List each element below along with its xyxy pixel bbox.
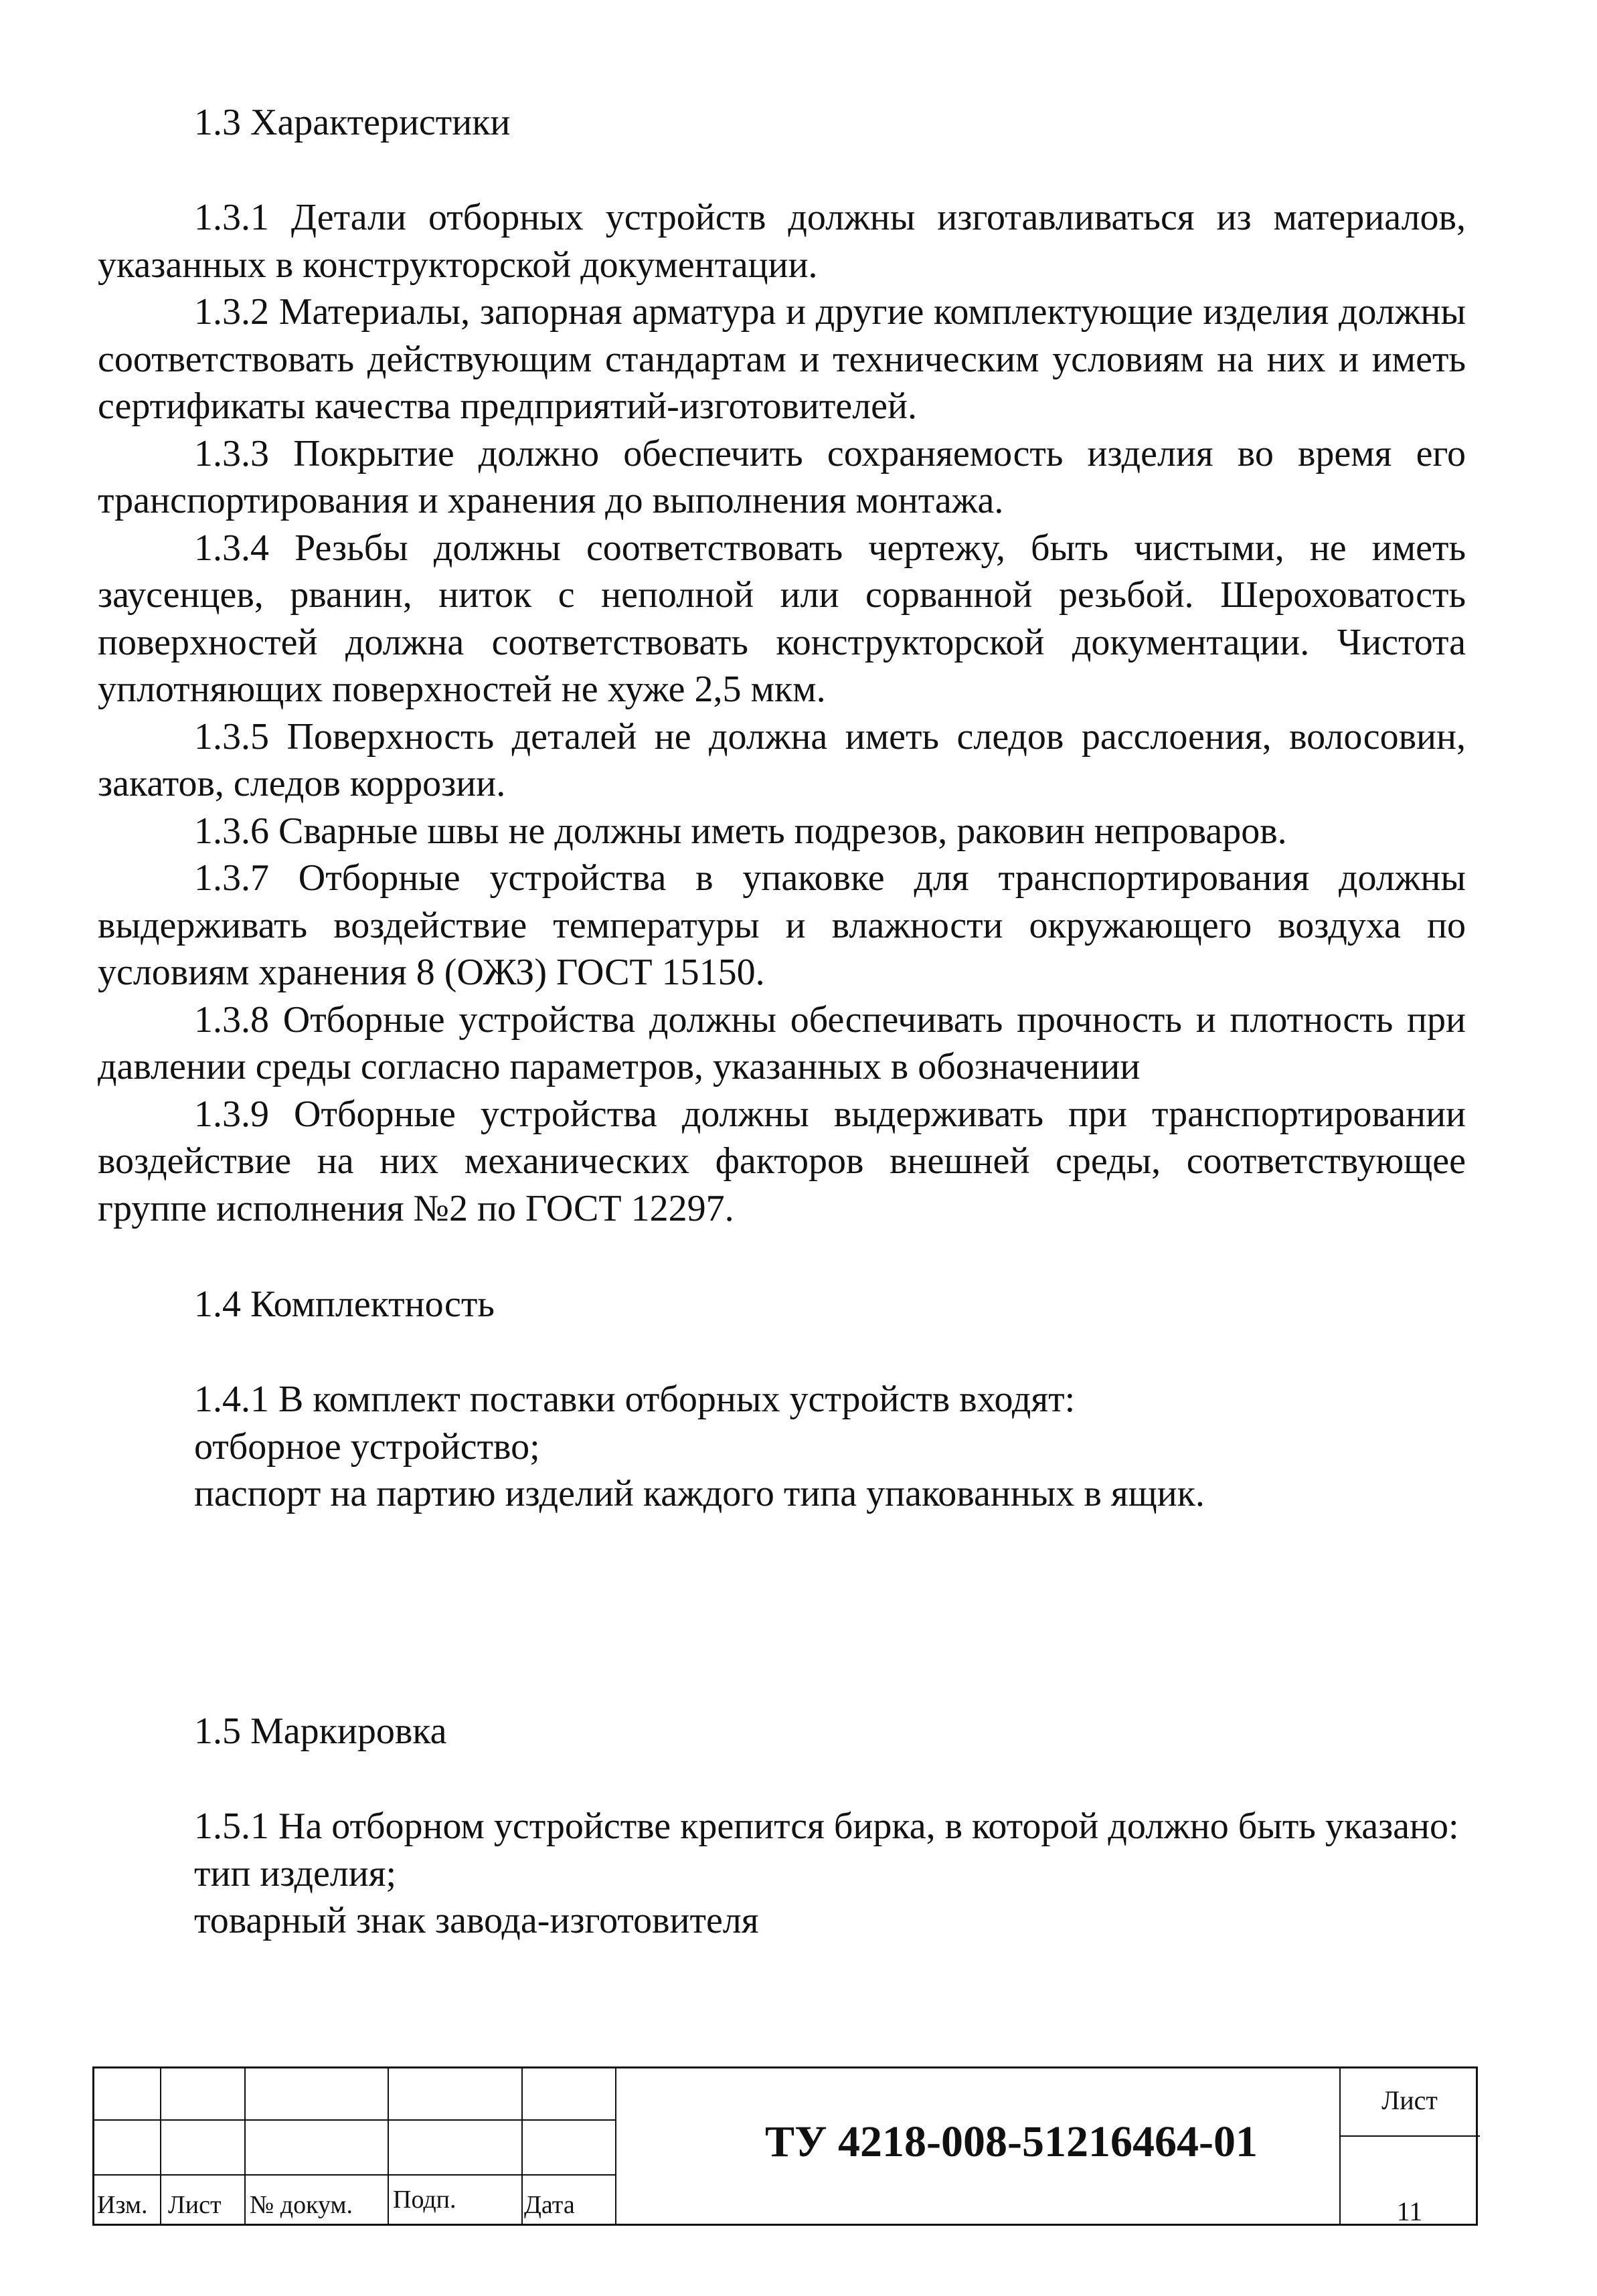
stamp-label-dokum: № докум. (250, 2191, 353, 2219)
paragraph-1-3-9: 1.3.9 Отборные устройства должны выдерживать при транспортировании воздействие на них механических факторов внешней среды, соответствующее группе исполнения №2 по ГОСТ 12297. (98, 1093, 1466, 1229)
paragraph-1-5-1: 1.5.1 На отборном устройстве крепится бирка, в которой должно быть указано: (194, 1805, 1459, 1847)
list-item: отборное устройство; (194, 1425, 540, 1468)
stamp-divider (615, 2068, 616, 2224)
section-marking-body (98, 1803, 1466, 1945)
paragraph-1-4-1: 1.4.1 В комплект поставки отборных устройств входят: (194, 1379, 1076, 1420)
stamp-row-divider (94, 2119, 615, 2121)
list-item: паспорт на партию изделий каждого типа упакованных в ящик. (194, 1473, 1205, 1514)
stamp-divider (160, 2068, 161, 2224)
paragraph-1-3-4: 1.3.4 Резьбы должны соответствовать чертежу, быть чистыми, не иметь заусенцев, рванин, ниток с неполной или сорванной резьбой. Шероховатость поверхностей должна соответствовать конструкторской документации. Чистота уплотняющих поверхностей не хуже 2,5 мкм. (98, 527, 1466, 710)
paragraph-1-3-5: 1.3.5 Поверхность деталей не должна иметь следов расслоения, волосовин, закатов, следов коррозии. (98, 715, 1466, 804)
title-block (92, 2066, 1478, 2226)
stamp-label-podp: Подп. (393, 2186, 456, 2214)
paragraph-1-3-3: 1.3.3 Покрытие должно обеспечить сохраняемость изделия во время его транспортирования и хранения до выполнения монтажа. (98, 432, 1466, 521)
stamp-sheet-divider (1339, 2135, 1480, 2137)
sheet-number: 11 (1396, 2196, 1423, 2226)
section-heading-completeness: 1.4 Комплектность (194, 1284, 495, 1325)
document-number: ТУ 4218-008-51216464-01 (765, 2117, 1258, 2166)
list-item: тип изделия; (194, 1852, 397, 1894)
section-heading-marking: 1.5 Маркировка (194, 1710, 447, 1752)
stamp-divider (388, 2068, 389, 2224)
stamp-divider (244, 2068, 246, 2224)
paragraph-1-3-8: 1.3.8 Отборные устройства должны обеспечивать прочность и плотность при давлении среды согласно параметров, указанных в обозначениии (98, 998, 1466, 1087)
paragraph-1-3-7: 1.3.7 Отборные устройства в упаковке для транспортирования должны выдерживать воздействие температуры и влажности окружающего воздуха по условиям хранения 8 (ОЖЗ) ГОСТ 15150. (98, 857, 1466, 993)
paragraph-1-3-1: 1.3.1 Детали отборных устройств должны изготавливаться из материалов, указанных в конструкторской документации. (98, 197, 1466, 286)
paragraph-1-3-2: 1.3.2 Материалы, запорная арматура и другие комплектующие изделия должны соответствовать действующим стандартам и техническим условиям на них и иметь сертификаты качества предприятий-изготовителей. (98, 291, 1466, 427)
stamp-row-divider (94, 2174, 615, 2176)
stamp-label-izm: Изм. (97, 2191, 148, 2219)
sheet-label: Лист (1381, 2085, 1438, 2115)
section-heading-characteristics: 1.3 Характеристики (194, 102, 511, 143)
section-completeness-body (98, 1376, 1466, 1518)
paragraph-1-3-6: 1.3.6 Сварные швы не должны иметь подрезов, раковин непроваров. (194, 810, 1287, 852)
list-item: товарный знак завода-изготовителя (194, 1900, 759, 1941)
section-characteristics-body (98, 194, 1466, 1232)
stamp-label-list: Лист (168, 2191, 222, 2219)
stamp-divider (521, 2068, 523, 2224)
stamp-label-data: Дата (524, 2191, 575, 2219)
